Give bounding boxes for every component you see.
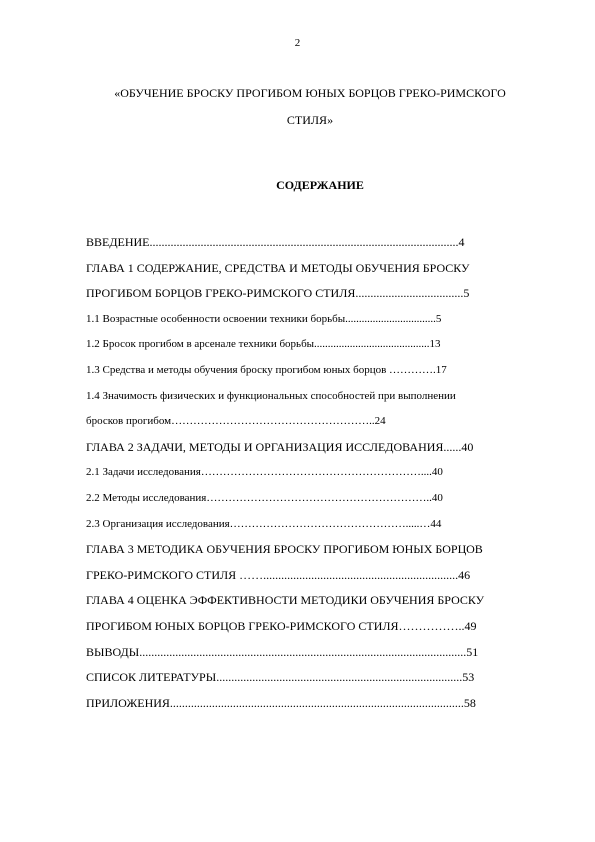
title-line-1: «ОБУЧЕНИЕ БРОСКУ ПРОГИБОМ ЮНЫХ БОРЦОВ ГРЕКО-РИМСКОГО xyxy=(114,86,506,100)
toc-entry-chapter-4-line-1: ГЛАВА 4 ОЦЕНКА ЭФФЕКТИВНОСТИ МЕТОДИКИ ОБУЧЕНИЯ БРОСКУ xyxy=(86,593,485,608)
toc-entry-chapter-1-line-1: ГЛАВА 1 СОДЕРЖАНИЕ, СРЕДСТВА И МЕТОДЫ ОБУЧЕНИЯ БРОСКУ xyxy=(86,260,470,275)
toc-heading: СОДЕРЖАНИЕ xyxy=(276,178,364,192)
toc-entry-2-3: 2.3 Организация исследования………………………………………….....…44 xyxy=(86,517,442,530)
toc-entry-chapter-1-line-2: ПРОГИБОМ БОРЦОВ ГРЕКО-РИМСКОГО СТИЛЯ....................................5 xyxy=(86,286,470,301)
toc-entry-references: СПИСОК ЛИТЕРАТУРЫ..................................................................................53 xyxy=(86,670,475,685)
toc-entry-appendices: ПРИЛОЖЕНИЯ..................................................................................................58 xyxy=(86,695,476,710)
toc-entry-chapter-4-line-2: ПРОГИБОМ ЮНЫХ БОРЦОВ ГРЕКО-РИМСКОГО СТИЛЯ……………..49 xyxy=(86,618,477,633)
toc-entry-1-3: 1.3 Средства и методы обучения броску прогибом юных борцов ………….17 xyxy=(86,363,447,376)
table-of-contents xyxy=(86,230,546,716)
toc-entry-chapter-3-line-2: ГРЕКО-РИМСКОГО СТИЛЯ …….................................................................46 xyxy=(86,567,471,582)
document-title xyxy=(60,80,560,134)
title-line-2: СТИЛЯ» xyxy=(286,113,334,127)
toc-entry-1-1: 1.1 Возрастные особенности освоении техники борьбы.................................5 xyxy=(86,312,442,325)
toc-entry-chapter-2: ГЛАВА 2 ЗАДАЧИ, МЕТОДЫ И ОРГАНИЗАЦИЯ ИССЛЕДОВАНИЯ......40 xyxy=(86,439,474,454)
toc-entry-1-4-line-2: бросков прогибом………………………………………………..24 xyxy=(86,415,386,428)
toc-entry-2-2: 2.2 Методы исследования……………………………………………………..40 xyxy=(86,491,443,504)
toc-entry-chapter-3-line-1: ГЛАВА 3 МЕТОДИКА ОБУЧЕНИЯ БРОСКУ ПРОГИБОМ ЮНЫХ БОРЦОВ xyxy=(86,542,483,557)
toc-entry-introduction: ВВЕДЕНИЕ.......................................................................................................4 xyxy=(86,235,465,249)
toc-entry-1-4-line-1: 1.4 Значимость физических и функциональных способностей при выполнении xyxy=(86,389,456,402)
page-number: 2 xyxy=(294,37,301,49)
toc-entry-1-2: 1.2 Бросок прогибом в арсенале техники борьбы..........................................13 xyxy=(86,338,441,351)
toc-entry-2-1: 2.1 Задачи исследования……………………………………………………....40 xyxy=(86,466,443,479)
toc-entry-conclusions: ВЫВОДЫ.............................................................................................................51 xyxy=(86,644,479,659)
